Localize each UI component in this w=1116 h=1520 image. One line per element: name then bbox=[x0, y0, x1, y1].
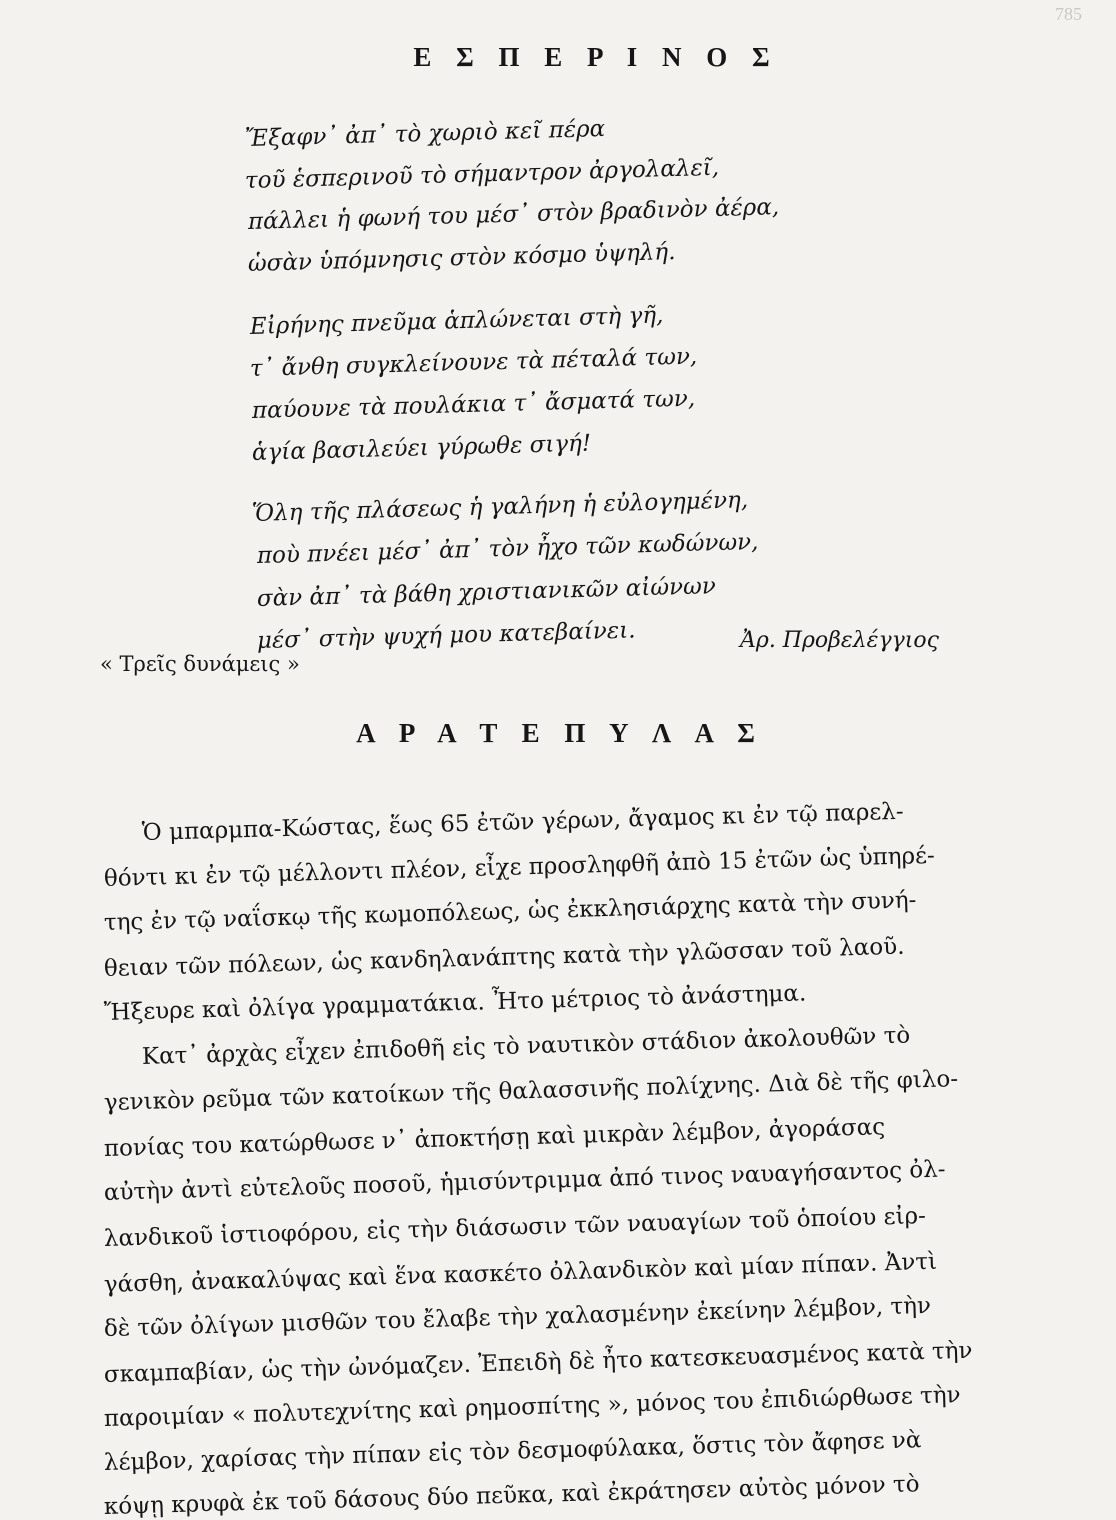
text-line: γάσθη, ἀνακαλύψας καὶ ἕνα κασκέτο ὀλλανδικὸν καὶ μίαν πίπαν. Ἀντὶ bbox=[103, 1248, 938, 1298]
poem-author: Ἀρ. Προβελέγγιος bbox=[740, 628, 939, 653]
poem-line: τ᾽ ἄνθη συγκλείνουνε τὰ πέταλά των, bbox=[249, 343, 698, 382]
story-title: Α Ρ Α Τ Ε Π Υ Λ Α Σ bbox=[356, 718, 764, 748]
text-line: αὐτὴν ἀντὶ εὐτελοῦς ποσοῦ, ἡμισύντριμμα ἀπό τινος ναυαγήσαντος ὀλ- bbox=[103, 1156, 946, 1206]
poem-line: πάλλει ἡ φωνή του μέσ᾽ στὸν βραδινὸν ἀέρα, bbox=[247, 194, 780, 235]
text-line: θόντι κι ἐν τῷ μέλλοντι πλέον, εἶχε προσληφθῆ ἀπὸ 15 ἐτῶν ὡς ὑπηρέ- bbox=[103, 842, 936, 892]
text-line: της ἐν τῷ ναΐσκῳ τῆς κωμοπόλεως, ὡς ἐκκλησιάρχης κατὰ τὴν συνή- bbox=[103, 887, 917, 936]
text-line: Κατ᾽ ἀρχὰς εἶχεν ἐπιδοθῆ εἰς τὸ ναυτικὸν στάδιον ἀκολουθῶν τὸ bbox=[141, 1022, 911, 1070]
poem-line: τοῦ ἑσπερινοῦ τὸ σήμαντρον ἀργολαλεῖ, bbox=[244, 154, 720, 194]
text-line: σκαμπαβίαν, ὡς τὴν ὠνόμαζεν. Ἐπειδὴ δὲ ἦτο κατεσκευασμένος κατὰ τὴν bbox=[103, 1337, 973, 1388]
text-line: λέμβον, χαρίσας τὴν πίπαν εἰς τὸν δεσμοφύλακα, ὅστις τὸν ἄφησε νὰ bbox=[103, 1427, 922, 1476]
poem-line: παύουνε τὰ πουλάκια τ᾽ ἄσματά των, bbox=[251, 385, 696, 424]
poem-line: ποὺ πνέει μέσ᾽ ἀπ᾽ τὸν ἦχο τῶν κωδώνων, bbox=[256, 528, 759, 569]
text-line: παροιμίαν « πολυτεχνίτης καὶ ρημοσπίτης », μόνος του ἐπιδιώρθωσε τὴν bbox=[103, 1382, 961, 1432]
text-line: θειαν τῶν πόλεων, ὡς κανδηλανάπτης κατὰ τὴν γλῶσσαν τοῦ λαοῦ. bbox=[103, 933, 905, 982]
poem-line: Ἔξαφν᾽ ἀπ᾽ τὸ χωριὸ κεῖ πέρα bbox=[244, 115, 606, 152]
poem-source: « Τρεῖς δυνάμεις » bbox=[100, 652, 300, 676]
page-number: 785 bbox=[1055, 4, 1082, 24]
poem-line: ὡσὰν ὑπόμνησις στὸν κόσμο ὑψηλή. bbox=[247, 239, 676, 277]
poem-title: Ε Σ Π Ε Ρ Ι Ν Ο Σ bbox=[413, 42, 779, 72]
poem-line: ἁγία βασιλεύει γύρωθε σιγή! bbox=[251, 430, 592, 466]
poem-line: σὰν ἀπ᾽ τὰ βάθη χριστιανικῶν αἰώνων bbox=[256, 573, 717, 612]
text-line: δὲ τῶν ὀλίγων μισθῶν του ἔλαβε τὴν χαλασμένην ἐκείνην λέμβον, τὴν bbox=[103, 1292, 932, 1342]
poem-line: Ὅλη τῆς πλάσεως ἡ γαλήνη ἡ εὐλογημένη, bbox=[251, 487, 749, 527]
poem-line: μέσ᾽ στὴν ψυχή μου κατεβαίνει. bbox=[256, 617, 636, 654]
text-line: πονίας του κατώρθωσε ν᾽ ἀποκτήσῃ καὶ μικρὰν λέμβον, ἀγοράσας bbox=[103, 1114, 886, 1162]
text-line: λανδικοῦ ἱστιοφόρου, εἰς τὴν διάσωσιν τῶν ναυαγίων τοῦ ὁποίου εἰρ- bbox=[103, 1203, 927, 1252]
text-line: Ὁ μπαρμπα-Κώστας, ἕως 65 ἐτῶν γέρων, ἄγαμος κι ἐν τῷ παρελ- bbox=[141, 798, 904, 846]
text-line: γενικὸν ρεῦμα τῶν κατοίκων τῆς θαλασσινῆς πολίχνης. Διὰ δὲ τῆς φιλο- bbox=[103, 1066, 959, 1116]
text-line: κόψῃ κρυφὰ ἐκ τοῦ δάσους δύο πεῦκα, καὶ ἐκράτησεν αὐτὸς μόνον τὸ bbox=[103, 1471, 920, 1520]
poem-line: Εἰρήνης πνεῦμα ἁπλώνεται στὴ γῆ, bbox=[249, 302, 664, 340]
text-line: Ἤξευρε καὶ ὀλίγα γραμματάκια. Ἦτο μέτριος τὸ ἀνάστημα. bbox=[103, 980, 807, 1026]
